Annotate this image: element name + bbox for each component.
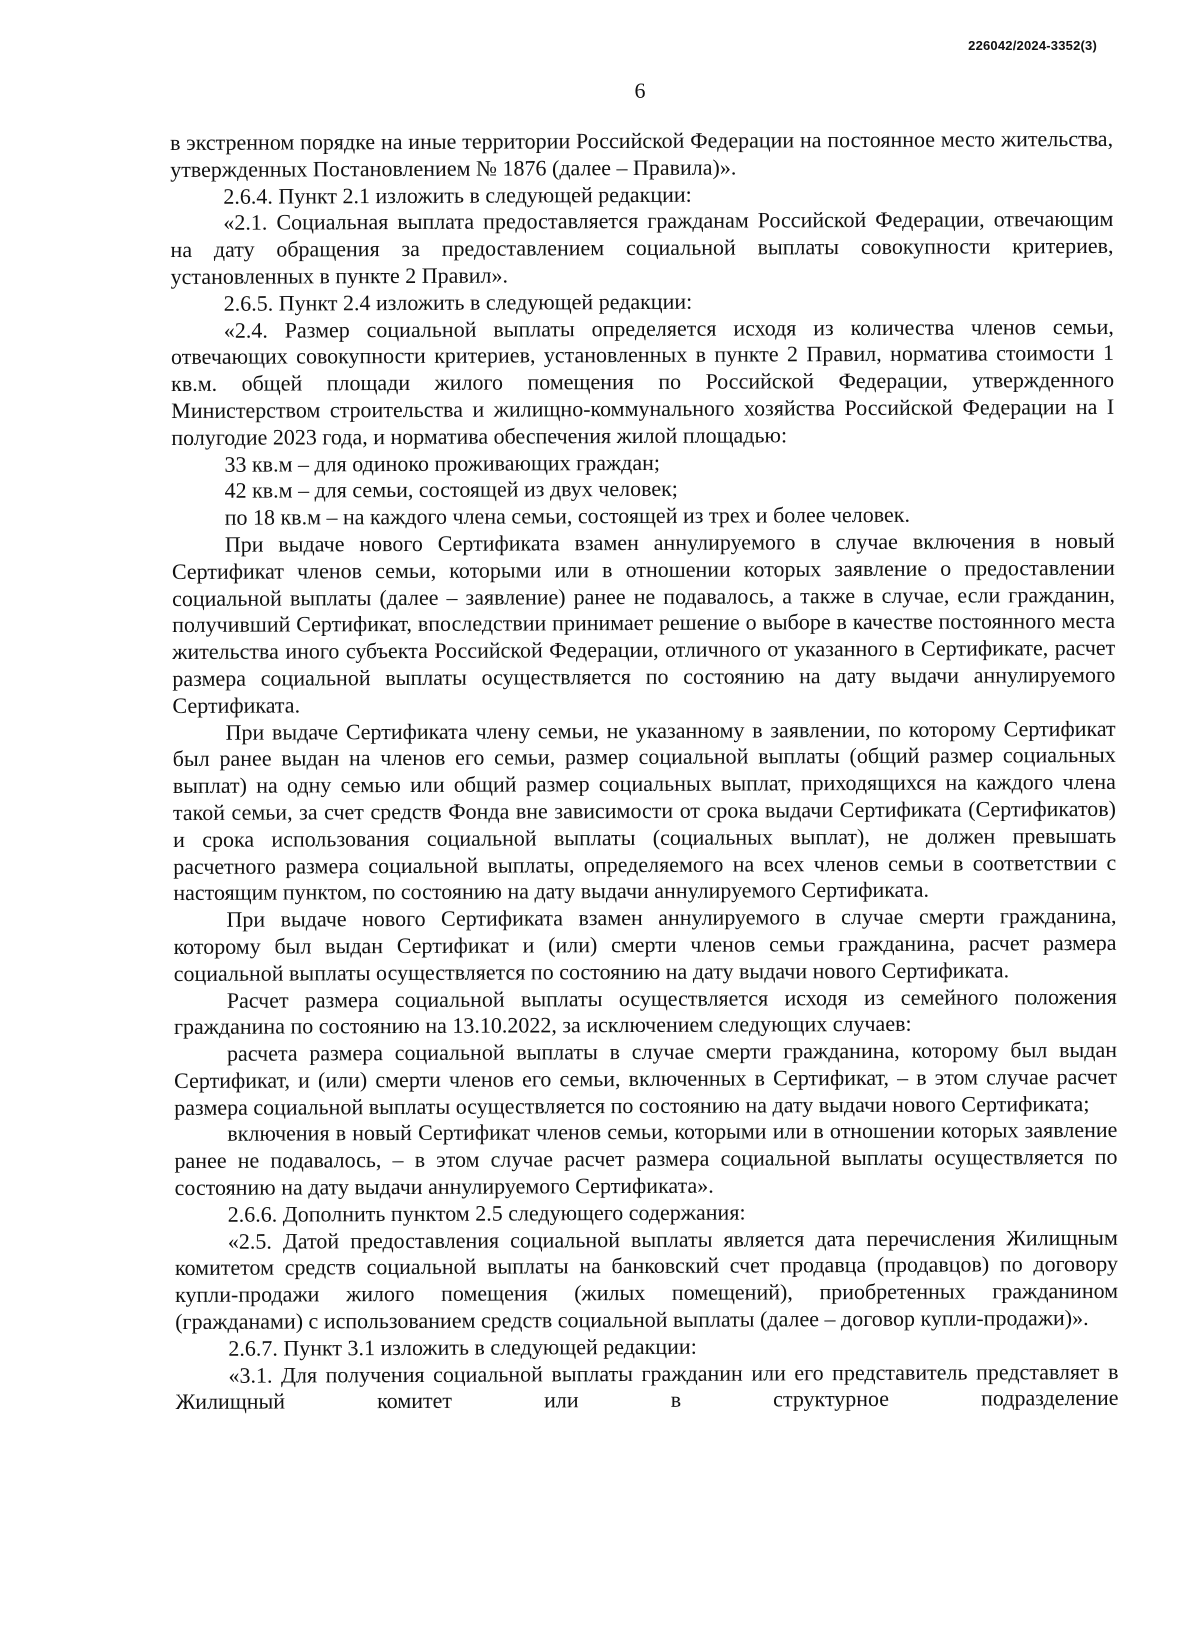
- paragraph: «2.4. Размер социальной выплаты определяется исходя из количества членов семьи, отвечающих совокупности критериев, установленных в пункте 2 Правил, норматива стоимости 1 кв.м. общей площади жилого помещения по Российской Федерации, утвержденного Министерством строительства и жилищно-коммунального хозяйства Российской Федерации на I полугодие 2023 года, и норматива обеспечения жилой площадью:: [170, 313, 1115, 450]
- paragraph: При выдаче нового Сертификата взамен аннулируемого в случае включения в новый Сертификат членов семьи, которыми или в отношении которых заявление о предоставлении социальной выплаты (далее – заявление) ранее не подавалось, а также в случае, если гражданин, получивший Сертификат, впоследствии принимает решение о выборе в качестве постоянного места жительства иного субъекта Российской Федерации, отличного от указанного в Сертификате, расчет размера социальной выплаты осуществляется по состоянию на дату выдачи аннулируемого Сертификата.: [171, 527, 1116, 718]
- paragraph: 2.6.5. Пункт 2.4 изложить в следующей редакции:: [223, 288, 693, 316]
- document-number: 226042/2024-3352(3): [968, 38, 1097, 53]
- paragraph: включения в новый Сертификат членов семьи, которыми или в отношении которых заявление ранее не подавалось, – в этом случае расчет размера социальной выплаты осуществляется по состоянию на дату выдачи аннулируемого Сертификата».: [174, 1117, 1118, 1201]
- list-item: 33 кв.м – для одиноко проживающих граждан;: [224, 449, 661, 477]
- paragraph: 2.6.6. Дополнить пунктом 2.5 следующего содержания:: [227, 1199, 746, 1227]
- paragraph: «2.1. Социальная выплата предоставляется гражданам Российской Федерации, отвечающим на дату обращения за предоставлением социальной выплаты совокупности критериев, установленных в пункте 2 Правил».: [170, 206, 1114, 289]
- paragraph: расчета размера социальной выплаты в случае смерти гражданина, которому был выдан Сертификат, и (или) смерти членов его семьи, включенных в Сертификат, – в этом случае расчет размера социальной выплаты осуществляется по состоянию на дату выдачи нового Сертификата;: [174, 1036, 1118, 1120]
- page-number: 6: [634, 78, 646, 103]
- paragraph: Расчет размера социальной выплаты осуществляется исходя из семейного положения гражданина по состоянию на 13.10.2022, за исключением следующих случаев:: [173, 983, 1117, 1040]
- document-body: [170, 126, 1119, 1416]
- list-item: по 18 кв.м – на каждого члена семьи, состоящей из трех и более человек.: [224, 501, 911, 530]
- paragraph: в экстренном порядке на иные территории Российской Федерации на постоянное место жительства, утвержденных Постановлением № 1876 (далее – Правила)».: [170, 125, 1114, 182]
- paragraph: 2.6.4. Пункт 2.1 изложить в следующей редакции:: [223, 181, 692, 209]
- paragraph: 2.6.7. Пункт 3.1 изложить в следующей редакции:: [228, 1333, 697, 1361]
- paragraph: При выдаче нового Сертификата взамен аннулируемого в случае смерти гражданина, которому был выдан Сертификат и (или) смерти членов семьи гражданина, расчет размера социальной выплаты осуществляется по состоянию на дату выдачи нового Сертификата.: [173, 902, 1117, 986]
- paragraph: «3.1. Для получения социальной выплаты гражданин или его представитель представляет в Жилищный комитет или в структурное подразделение: [175, 1358, 1119, 1415]
- paragraph: «2.5. Датой предоставления социальной выплаты является дата перечисления Жилищным комитетом средств социальной выплаты на банковский счет продавца (продавцов) по договору купли-продажи жилого помещения (жилых помещений), приобретенных гражданином (гражданами) с использованием средств социальной выплаты (далее – договор купли-продажи)».: [174, 1224, 1119, 1335]
- paragraph: При выдаче Сертификата члену семьи, не указанному в заявлении, по которому Сертификат был ранее выдан на членов его семьи, размер социальной выплаты (общий размер социальных выплат) на одну семью или общий размер социальных выплат, приходящихся на каждого члена такой семьи, за счет средств Фонда вне зависимости от срока выдачи Сертификата (Сертификатов) и срока использования социальной выплаты (социальных выплат), не должен превышать расчетного размера социальной выплаты, определяемого на всех членов семьи в соответствии с настоящим пунктом, по состоянию на дату выдачи аннулируемого Сертификата.: [172, 715, 1117, 906]
- list-item: 42 кв.м – для семьи, состоящей из двух человек;: [224, 476, 678, 504]
